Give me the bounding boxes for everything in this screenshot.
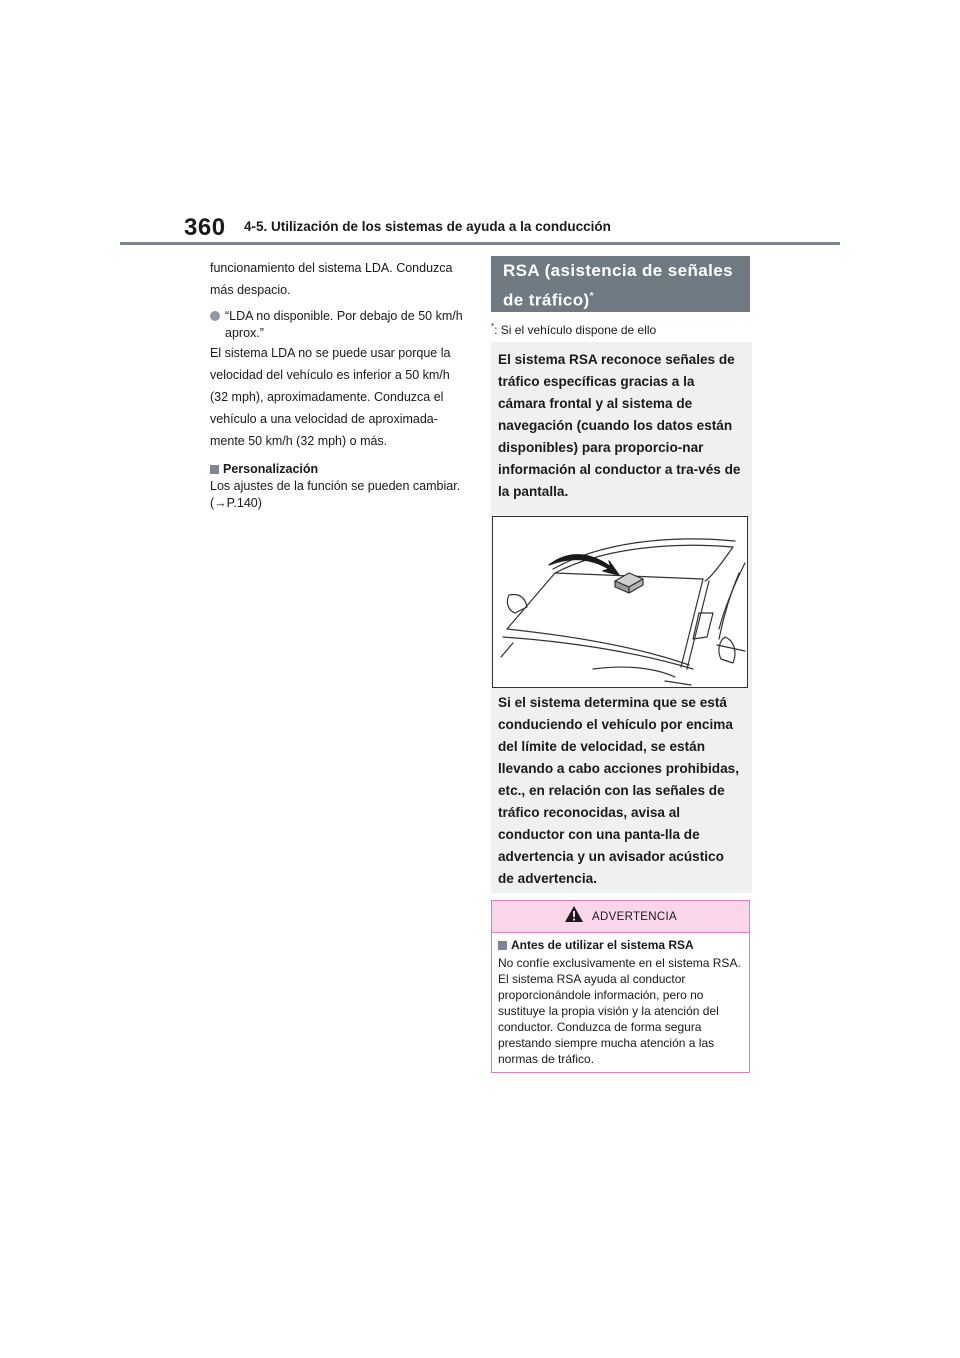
panel-text-warning-behaviour: Si el sistema determina que se está conduciendo el vehículo por encima del límite de velocidad, se están llevando a cabo acciones prohibidas, etc., en relación con las señales de tráfico reconocidas, avisa al conductor con una panta-lla de advertencia y un avisador acústico de advertencia.: [498, 695, 739, 886]
section-title: 4-5. Utilización de los sistemas de ayuda a la conducción: [244, 219, 611, 234]
page-number: 360: [184, 214, 226, 241]
warning-subhead: [498, 937, 743, 953]
warning-subhead-text: Antes de utilizar el sistema RSA: [511, 938, 694, 952]
warning-label: ADVERTENCIA: [592, 910, 677, 923]
warning-header: [492, 901, 749, 933]
footnote-asterisk: *: [491, 322, 495, 331]
banner-asterisk: *: [589, 291, 594, 302]
panel-text-intro: El sistema RSA reconoce señales de tráfico específicas gracias a la cámara frontal y al sistema de navegación (cuando los datos están disponibles) para proporcio-nar información al conductor a tra-vés de la pantalla.: [498, 352, 741, 499]
circle-bullet-icon: [210, 311, 220, 321]
footnote: [491, 322, 656, 337]
subhead-personalizacion: [210, 461, 470, 478]
left-column: [210, 257, 470, 512]
footnote-text: : Si el vehículo dispone de ello: [494, 323, 657, 337]
bullet-body: El sistema LDA no se puede usar porque la velocidad del vehículo es inferior a 50 km/h (32 mph), aproximadamente. Conduzca el vehículo a una velocidad de aproximada-mente 50 km/h (32 mph) o más.: [210, 346, 451, 448]
square-marker-icon: [498, 941, 507, 950]
warning-body: [492, 933, 749, 1067]
header-rule: [120, 242, 840, 245]
banner-title: RSA (asistencia de señales de tráfico): [503, 261, 733, 310]
intro-paragraph: funcionamiento del sistema LDA. Conduzca más despacio.: [210, 261, 453, 297]
bullet-text: “LDA no disponible. Por debajo de 50 km/h aprox.”: [225, 309, 463, 340]
rsa-banner: [491, 256, 750, 312]
windshield-camera-illustration: [492, 516, 748, 688]
warning-text: No confíe exclusivamente en el sistema RSA. El sistema RSA ayuda al conductor proporcionándole información, pero no sustituye la propia visión y la atención del conductor. Conduzca de forma segura prestando siempre mucha atención a las normas de tráfico.: [498, 956, 741, 1066]
subhead-text: Personalización: [223, 462, 319, 476]
bullet-item: [210, 308, 470, 342]
warning-box: [491, 900, 750, 1073]
square-marker-icon: [210, 465, 219, 474]
subhead-body: Los ajustes de la función se pueden cambiar. (→P.140): [210, 479, 461, 510]
warning-triangle-icon: [564, 905, 584, 928]
